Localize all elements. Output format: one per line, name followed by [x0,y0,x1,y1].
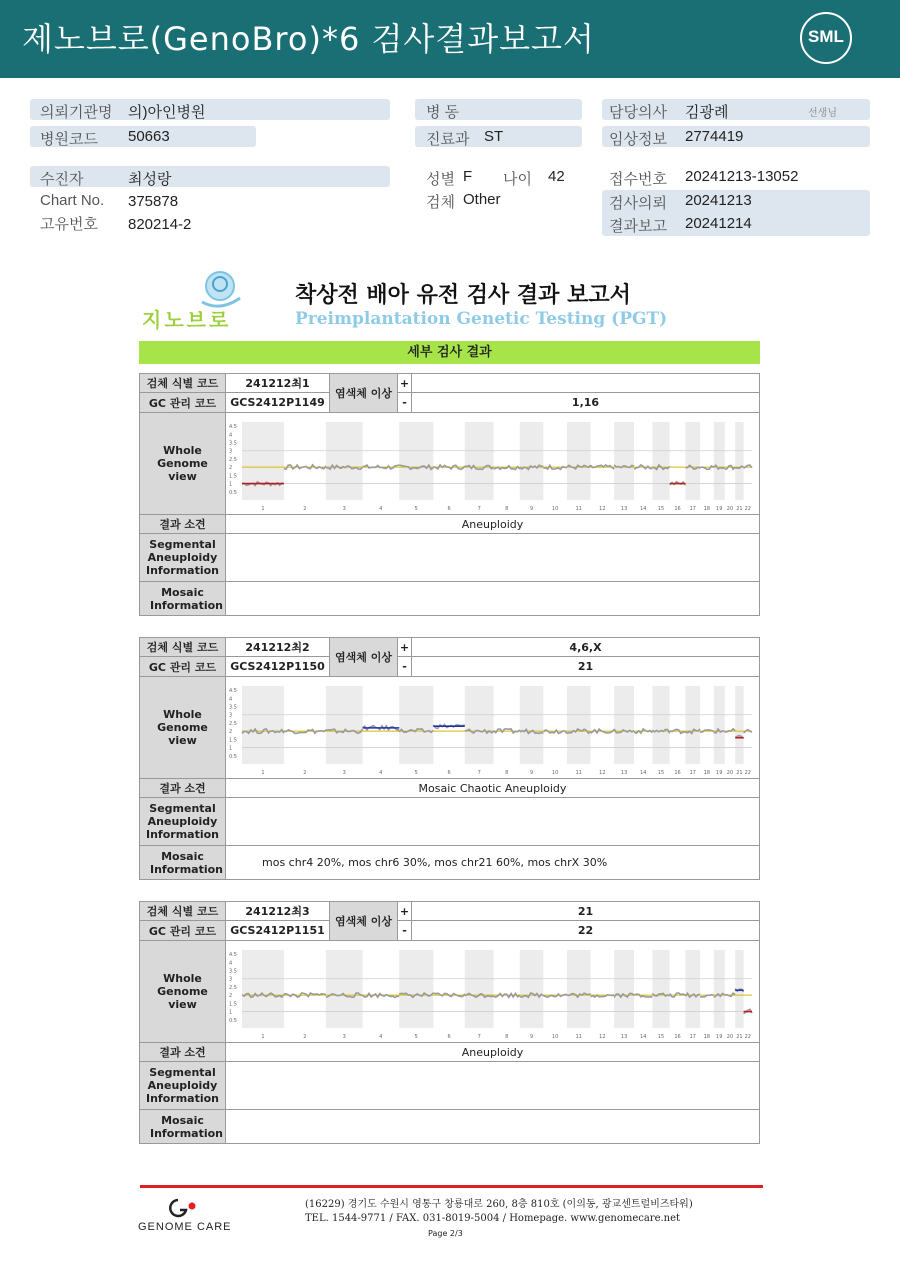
x-tick-label: 7 [477,505,481,512]
x-tick-label: 2 [303,769,307,776]
x-tick-label: 14 [640,505,647,512]
patient-row [30,166,390,187]
loss-value: 1,16 [412,393,760,413]
x-tick-label: 12 [599,505,606,512]
chrom-band [735,686,743,764]
x-tick-label: 15 [657,505,665,512]
chrom-band [567,422,591,500]
footer-divider [140,1185,763,1188]
result-label: 결과 소견 [140,515,226,534]
chrom-band [399,686,433,764]
result-value: Aneuploidy [226,515,760,534]
x-tick-label: 14 [640,769,647,776]
x-tick-label: 7 [477,1033,481,1040]
gain-sign: + [398,638,412,657]
x-tick-label: 4 [379,505,383,512]
gc-code-value: GCS2412P1150 [226,657,330,677]
whole-genome-plot [226,677,760,779]
x-tick-label: 15 [657,1033,665,1040]
genomecare-logo-icon [138,1196,233,1220]
chrom-band [520,686,544,764]
segmental-value [226,534,760,582]
sample-table [139,901,760,1144]
footer-address: (16229) 경기도 수원시 영통구 창룡대로 260, 8층 810호 (이의동, 광교센트럴비즈타워) [305,1199,693,1210]
institution-value: 의)아인병원 [128,104,206,121]
gain-value: 21 [412,902,760,921]
chrom-trace [591,464,615,468]
chrom-trace [725,728,736,731]
genobro-logo [140,268,260,330]
y-tick-label: 2 [229,728,233,735]
loss-value: 22 [412,921,760,941]
x-tick-label: 19 [716,1033,723,1040]
unique-value: 820214-2 [128,216,192,233]
receipt-value: 20241213-13052 [685,168,799,185]
y-tick-label: 4.5 [229,951,237,958]
chrom-band [714,422,725,500]
x-tick-label: 21 [736,769,743,776]
patient-value: 최성랑 [128,171,172,188]
x-tick-label: 12 [599,1033,606,1040]
segmental-value [226,1062,760,1110]
gc-code-value: GCS2412P1151 [226,921,330,941]
age-label: 나이 [503,171,532,188]
result-label: 결과 소견 [140,1043,226,1062]
mosaic-value: mos chr4 20%, mos chr6 30%, mos chr21 60%, mos chrX 30% [226,846,760,880]
whole-genome-text: Whole Genome view [157,972,208,1011]
whole-genome-label [140,941,226,1043]
x-tick-label: 19 [716,769,723,776]
doctor-value: 김광례 [685,104,729,121]
mosaic-label [140,1110,226,1144]
y-tick-label: 4 [229,959,233,966]
genome-chart [226,414,756,514]
y-tick-label: 1 [229,745,233,752]
x-tick-label: 8 [505,505,509,512]
chrom-band [242,686,284,764]
department-value: ST [484,128,504,145]
x-tick-label: 10 [551,769,559,776]
mosaic-text: Mosaic Information [150,585,223,612]
mosaic-text: Mosaic Information [150,1113,223,1140]
x-tick-label: 22 [744,1033,751,1040]
x-tick-label: 6 [447,505,451,512]
x-tick-label: 22 [744,505,751,512]
sample-code-label: 검체 식별 코드 [140,902,226,921]
clinical-label: 임상정보 [609,131,667,148]
y-tick-label: 2 [229,992,233,999]
footer-contact: TEL. 1544-9771 / FAX. 031-8019-5004 / Homepage. www.genomecare.net [305,1213,681,1224]
chrom-band [242,422,284,500]
sex-label: 성별 [426,171,455,188]
x-tick-label: 16 [674,769,681,776]
patient-label: 수진자 [40,171,84,188]
chrom-band [685,422,700,500]
genome-chart [226,678,756,778]
y-tick-label: 1.5 [229,472,237,479]
x-tick-label: 12 [599,769,606,776]
y-tick-label: 3.5 [229,968,237,975]
unique-label: 고유번호 [40,216,98,233]
sample-code-label: 검체 식별 코드 [140,374,226,393]
y-tick-label: 0.5 [229,1017,237,1024]
x-tick-label: 15 [657,769,665,776]
x-tick-label: 8 [505,769,509,776]
doctor-label: 담당의사 [609,104,667,121]
hospital-code-label: 병원코드 [40,131,98,148]
chrom-band [614,686,634,764]
y-tick-label: 3.5 [229,440,237,447]
x-tick-label: 13 [620,769,628,776]
x-tick-label: 1 [261,505,265,512]
x-tick-label: 13 [620,505,628,512]
chrom-band [242,950,284,1028]
x-tick-label: 17 [689,769,696,776]
genomecare-name: GENOME CARE [138,1221,232,1233]
x-tick-label: 11 [575,1033,582,1040]
result-value: Aneuploidy [226,1043,760,1062]
header-bar [0,0,900,78]
x-tick-label: 1 [261,769,265,776]
y-tick-label: 4 [229,695,233,702]
report-subtitle: Preimplantation Genetic Testing (PGT) [295,309,668,329]
chrom-band [326,686,363,764]
segmental-text: Segmental Aneuploidy Information [146,802,219,841]
x-tick-label: 9 [530,505,534,512]
x-tick-label: 16 [674,1033,681,1040]
whole-genome-text: Whole Genome view [157,708,208,747]
mosaic-value [226,1110,760,1144]
y-tick-label: 4.5 [229,687,237,694]
x-tick-label: 5 [414,1033,418,1040]
sample-code-label: 검체 식별 코드 [140,638,226,657]
x-tick-label: 1 [261,1033,265,1040]
page-title: 제노브로(GenoBro)*6 검사결과보고서 [22,20,595,58]
segmental-label [140,534,226,582]
whole-genome-label [140,677,226,779]
mosaic-label [140,582,226,616]
x-tick-label: 20 [726,505,734,512]
x-tick-label: 17 [689,505,696,512]
gc-code-label: GC 관리 코드 [140,393,226,413]
gain-sign: + [398,902,412,921]
x-tick-label: 6 [447,769,451,776]
x-tick-label: 16 [674,505,681,512]
y-tick-label: 4.5 [229,423,237,430]
whole-genome-text: Whole Genome view [157,444,208,483]
institution-label: 의뢰기관명 [40,104,113,121]
mosaic-label [140,846,226,880]
x-tick-label: 18 [703,505,711,512]
x-tick-label: 9 [530,769,534,776]
loss-value: 21 [412,657,760,677]
chrom-trace [494,993,520,997]
chrom-abn-label: 염색체 이상 [330,902,398,941]
department-label: 진료과 [426,131,470,148]
x-tick-label: 11 [575,505,582,512]
chrom-abn-label: 염색체 이상 [330,638,398,677]
y-tick-label: 2.5 [229,720,237,727]
hospital-code-value: 50663 [128,128,170,145]
chrom-band [567,950,591,1028]
chrom-band [735,422,743,500]
x-tick-label: 21 [736,1033,743,1040]
chrom-band [714,686,725,764]
chrom-trace [363,465,400,469]
report-value: 20241214 [685,215,752,232]
x-tick-label: 4 [379,769,383,776]
chrom-band [399,422,433,500]
mosaic-value [226,582,760,616]
gc-code-label: GC 관리 코드 [140,657,226,677]
chrom-band [652,422,669,500]
y-tick-label: 2.5 [229,456,237,463]
x-tick-label: 18 [703,1033,711,1040]
chrom-band [465,686,494,764]
y-tick-label: 0.5 [229,489,237,496]
gc-code-label: GC 관리 코드 [140,921,226,941]
sample-table [139,637,760,880]
chrom-band [465,950,494,1028]
result-value: Mosaic Chaotic Aneuploidy [226,779,760,798]
chrom-band [652,950,669,1028]
chrom-band [326,422,363,500]
x-tick-label: 10 [551,505,559,512]
y-tick-label: 1.5 [229,1000,237,1007]
genome-chart [226,942,756,1042]
chart-label: Chart No. [40,192,105,209]
clinical-value: 2774419 [685,128,744,145]
segmental-value [226,798,760,846]
sml-logo [800,12,852,64]
whole-genome-label [140,413,226,515]
mosaic-text: Mosaic Information [150,849,223,876]
sml-logo-text: SML [808,27,844,46]
x-tick-label: 11 [575,769,582,776]
request-label: 검사의뢰 [609,195,667,212]
section-title: 세부 검사 결과 [139,341,760,364]
genobro-logo-text: 지노브로 [142,308,232,332]
sex-value: F [463,168,473,185]
page-number: Page 2/3 [428,1229,463,1238]
report-title: 착상전 배아 유전 검사 결과 보고서 [295,283,631,308]
x-tick-label: 22 [744,769,751,776]
chrom-band [614,422,634,500]
segmental-text: Segmental Aneuploidy Information [146,538,219,577]
gain-sign: + [398,374,412,393]
x-tick-label: 3 [342,769,346,776]
specimen-label: 검체 [426,194,455,211]
x-tick-label: 14 [640,1033,647,1040]
loss-sign: - [398,393,412,413]
age-value: 42 [548,168,565,185]
chrom-band [465,422,494,500]
chrom-band [567,686,591,764]
chrom-trace [494,465,520,469]
gain-value [412,374,760,393]
x-tick-label: 8 [505,1033,509,1040]
chrom-band [685,686,700,764]
gain-value: 4,6,X [412,638,760,657]
x-tick-label: 2 [303,1033,307,1040]
x-tick-label: 5 [414,769,418,776]
chrom-band [326,950,363,1028]
x-tick-label: 7 [477,769,481,776]
doctor-suffix: 선생님 [808,108,837,119]
sample-code-value: 241212최3 [226,902,330,921]
segmental-text: Segmental Aneuploidy Information [146,1066,219,1105]
segmental-label [140,1062,226,1110]
y-tick-label: 0.5 [229,753,237,760]
x-tick-label: 20 [726,1033,734,1040]
chrom-band [652,686,669,764]
sample-code-value: 241212최2 [226,638,330,657]
result-label: 결과 소견 [140,779,226,798]
x-tick-label: 18 [703,769,711,776]
x-tick-label: 3 [342,505,346,512]
y-tick-label: 2.5 [229,984,237,991]
chrom-band [399,950,433,1028]
loss-sign: - [398,921,412,941]
y-tick-label: 4 [229,431,233,438]
footer-address-block [305,1198,693,1226]
gc-code-value: GCS2412P1149 [226,393,330,413]
request-value: 20241213 [685,192,752,209]
chrom-band [685,950,700,1028]
whole-genome-plot [226,941,760,1043]
report-label: 결과보고 [609,218,667,235]
chrom-band [520,422,544,500]
loss-sign: - [398,657,412,677]
ward-label: 병 동 [426,104,460,121]
segmental-label [140,798,226,846]
y-tick-label: 2 [229,464,233,471]
x-tick-label: 5 [414,505,418,512]
x-tick-label: 13 [620,1033,628,1040]
chrom-band [520,950,544,1028]
x-tick-label: 6 [447,1033,451,1040]
sample-table [139,373,760,616]
y-tick-label: 1.5 [229,736,237,743]
chrom-band [714,950,725,1028]
chart-value: 375878 [128,193,179,210]
x-tick-label: 9 [530,1033,534,1040]
receipt-label: 접수번호 [609,171,667,188]
x-tick-label: 17 [689,1033,696,1040]
chrom-trace [543,729,567,733]
x-tick-label: 10 [551,1033,559,1040]
y-tick-label: 3 [229,712,233,719]
sample-code-value: 241212최1 [226,374,330,393]
y-tick-label: 3 [229,448,233,455]
whole-genome-plot [226,413,760,515]
chrom-abn-label: 염색체 이상 [330,374,398,413]
y-tick-label: 1 [229,481,233,488]
x-tick-label: 2 [303,505,307,512]
x-tick-label: 19 [716,505,723,512]
x-tick-label: 4 [379,1033,383,1040]
y-tick-label: 1 [229,1009,233,1016]
specimen-value: Other [463,191,501,208]
chrom-band [614,950,634,1028]
x-tick-label: 20 [726,769,734,776]
y-tick-label: 3 [229,976,233,983]
x-tick-label: 3 [342,1033,346,1040]
x-tick-label: 21 [736,505,743,512]
y-tick-label: 3.5 [229,704,237,711]
